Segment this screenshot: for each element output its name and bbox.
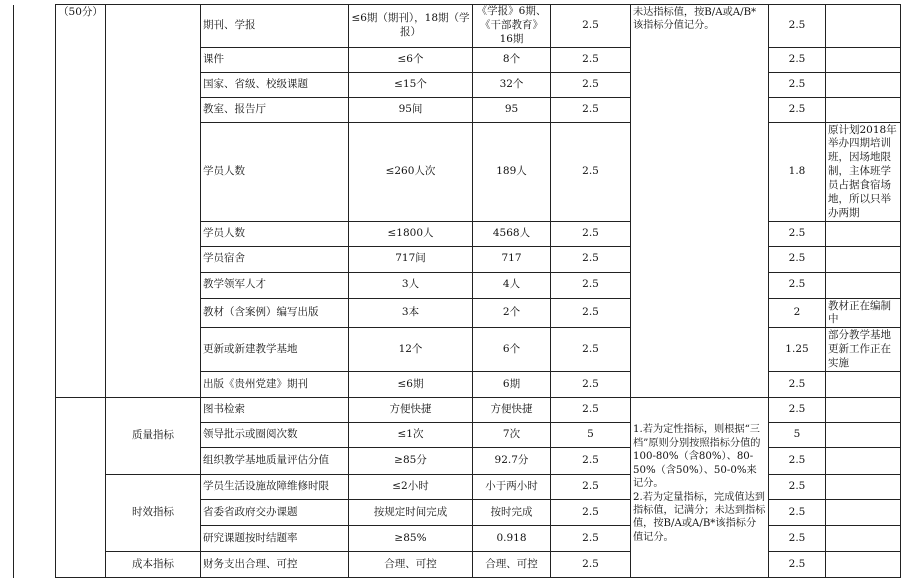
remark-text (826, 72, 901, 97)
score-value: 2.5 (769, 552, 826, 578)
score-value: 2.5 (769, 97, 826, 122)
target-value: ≥85% (349, 526, 473, 552)
target-value: ≤6期 (349, 372, 473, 398)
actual-value: 合理、可控 (473, 552, 551, 578)
actual-value: 4568人 (473, 221, 551, 246)
actual-value: 方便快捷 (473, 398, 551, 423)
remark-text: 教材正在编制中 (826, 298, 901, 328)
indicator-name: 图书检索 (201, 398, 349, 423)
target-value: 按规定时间完成 (349, 500, 473, 526)
score-value: 2.5 (769, 72, 826, 97)
actual-value: 95 (473, 97, 551, 122)
remark-text (826, 398, 901, 423)
weight-value: 2.5 (551, 328, 631, 372)
score-value: 1.25 (769, 328, 826, 372)
actual-value: 92.7分 (473, 448, 551, 475)
indicator-name: 教材（含案例）编写出版 (201, 298, 349, 328)
weight-value: 2.5 (551, 448, 631, 475)
weight-value: 2.5 (551, 246, 631, 272)
score-value: 2.5 (769, 5, 826, 48)
left-margin-cell (14, 5, 56, 578)
indicator-name: 研究课题按时结题率 (201, 526, 349, 552)
remark-text (826, 272, 901, 298)
actual-value: 7次 (473, 423, 551, 448)
target-value: ≤1800人 (349, 221, 473, 246)
target-value: 717间 (349, 246, 473, 272)
target-value: ≤1次 (349, 423, 473, 448)
weight-value: 2.5 (551, 552, 631, 578)
output-category-cell (106, 5, 201, 398)
indicator-name: 课件 (201, 47, 349, 72)
weight-value: 5 (551, 423, 631, 448)
table-row (14, 398, 901, 423)
target-value: ≤15个 (349, 72, 473, 97)
score-value: 2.5 (769, 372, 826, 398)
performance-indicator-table (13, 4, 901, 578)
category-cost: 成本指标 (106, 552, 201, 578)
actual-value: 2个 (473, 298, 551, 328)
score-value: 2 (769, 298, 826, 328)
target-value: ≤6个 (349, 47, 473, 72)
actual-value: 4人 (473, 272, 551, 298)
indicator-name: 出版《贵州党建》期刊 (201, 372, 349, 398)
actual-value: 按时完成 (473, 500, 551, 526)
scoring-standard-note: 未达指标值，按B/A或A/B*该指标分值记分。 (631, 5, 769, 398)
weight-value: 2.5 (551, 5, 631, 48)
target-value: ≥85分 (349, 448, 473, 475)
score-value: 2.5 (769, 500, 826, 526)
remark-text (826, 5, 901, 48)
target-value: ≤2小时 (349, 475, 473, 500)
weight-value: 2.5 (551, 221, 631, 246)
score-value: 2.5 (769, 448, 826, 475)
remark-text (826, 97, 901, 122)
indicator-name: 国家、省级、校级课题 (201, 72, 349, 97)
actual-value: 32个 (473, 72, 551, 97)
weight-value: 2.5 (551, 475, 631, 500)
remark-text: 原计划2018年举办四期培训班，因场地限制，主体班学员占据食宿场地，所以只举办两期 (826, 122, 901, 221)
weight-value: 2.5 (551, 122, 631, 221)
target-value: ≤6期（期刊），18期（学报） (349, 5, 473, 48)
target-value: 3人 (349, 272, 473, 298)
indicator-name: 领导批示或圈阅次数 (201, 423, 349, 448)
remark-text (826, 372, 901, 398)
target-value: 合理、可控 (349, 552, 473, 578)
score-value: 2.5 (769, 272, 826, 298)
remark-text (826, 448, 901, 475)
score-value: 2.5 (769, 475, 826, 500)
indicator-name: 学员生活设施故障维修时限 (201, 475, 349, 500)
indicator-name: 学员宿舍 (201, 246, 349, 272)
indicator-name: 省委省政府交办课题 (201, 500, 349, 526)
remark-text: 部分教学基地更新工作正在实施 (826, 328, 901, 372)
indicator-name: 期刊、学报 (201, 5, 349, 48)
remark-text (826, 246, 901, 272)
actual-value: 小于两小时 (473, 475, 551, 500)
remark-text (826, 500, 901, 526)
indicator-name: 教学领军人才 (201, 272, 349, 298)
category-timeliness: 时效指标 (106, 475, 201, 552)
actual-value: 6个 (473, 328, 551, 372)
remark-text (826, 423, 901, 448)
score-value: 2.5 (769, 398, 826, 423)
actual-value: 189人 (473, 122, 551, 221)
section-score-continued (56, 398, 106, 578)
weight-value: 2.5 (551, 526, 631, 552)
actual-value: 《学报》6期、《干部教育》16期 (473, 5, 551, 48)
indicator-name: 财务支出合理、可控 (201, 552, 349, 578)
remark-text (826, 526, 901, 552)
category-quality: 质量指标 (106, 398, 201, 475)
section-score: （50分） (56, 5, 106, 398)
weight-value: 2.5 (551, 72, 631, 97)
indicator-name: 组织教学基地质量评估分值 (201, 448, 349, 475)
scoring-standard-note: 1.若为定性指标，则根据“三档”原则分别按照指标分值的100-80%（含80%）、80-50%（含50%）、50-0%来记分。 2.若为定量指标，完成值达到指标值，记满分；未达到指标值，按B/A或A/B*该指标分值记分。 (631, 398, 769, 578)
actual-value: 717 (473, 246, 551, 272)
indicator-name: 教室、报告厅 (201, 97, 349, 122)
weight-value: 2.5 (551, 97, 631, 122)
actual-value: 8个 (473, 47, 551, 72)
weight-value: 2.5 (551, 47, 631, 72)
actual-value: 0.918 (473, 526, 551, 552)
score-value: 1.8 (769, 122, 826, 221)
target-value: 95间 (349, 97, 473, 122)
score-value: 2.5 (769, 526, 826, 552)
remark-text (826, 221, 901, 246)
indicator-name: 学员人数 (201, 221, 349, 246)
remark-text (826, 475, 901, 500)
table-row (14, 5, 901, 48)
weight-value: 2.5 (551, 372, 631, 398)
indicator-name: 更新或新建教学基地 (201, 328, 349, 372)
indicator-name: 学员人数 (201, 122, 349, 221)
remark-text (826, 47, 901, 72)
score-value: 5 (769, 423, 826, 448)
target-value: ≤260人次 (349, 122, 473, 221)
remark-text (826, 552, 901, 578)
score-value: 2.5 (769, 47, 826, 72)
target-value: 3本 (349, 298, 473, 328)
weight-value: 2.5 (551, 272, 631, 298)
weight-value: 2.5 (551, 500, 631, 526)
score-value: 2.5 (769, 221, 826, 246)
actual-value: 6期 (473, 372, 551, 398)
weight-value: 2.5 (551, 398, 631, 423)
score-value: 2.5 (769, 246, 826, 272)
target-value: 方便快捷 (349, 398, 473, 423)
weight-value: 2.5 (551, 298, 631, 328)
target-value: 12个 (349, 328, 473, 372)
